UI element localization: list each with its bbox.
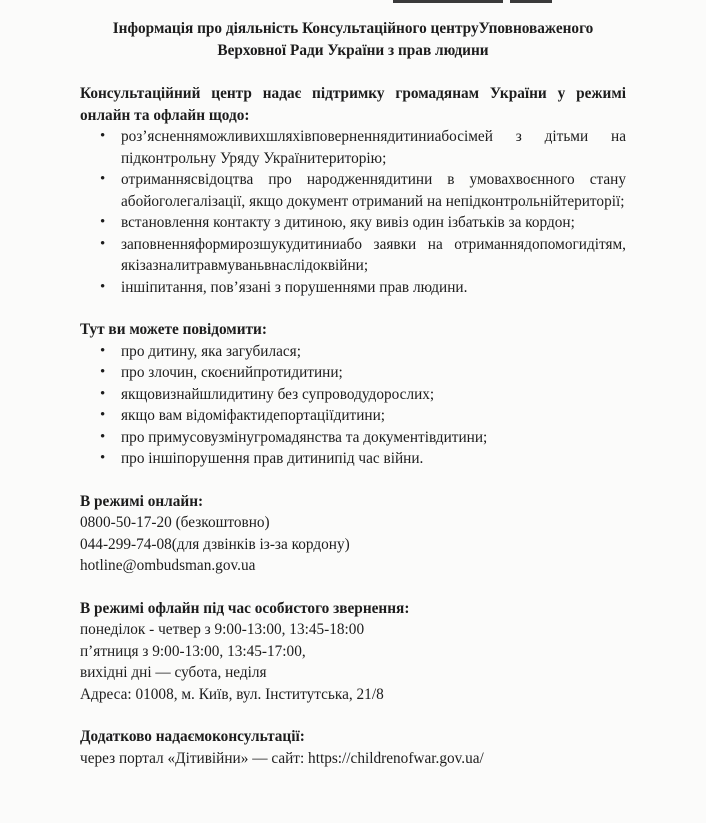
portal-info: через портал «Дітивійни» — сайт: https://childrenofwar.gov.ua/ xyxy=(80,749,484,767)
offline-section-title: В режимі офлайн під час особистого звернення: xyxy=(80,599,410,617)
title-line-2: Верховної Ради України з прав людини xyxy=(217,42,489,59)
list-item: • іншіпитання, пов’язані з порушеннями прав людини. xyxy=(121,277,626,299)
weekend-days: вихідні дні — субота, неділя xyxy=(80,664,267,681)
list-item: • роз’ясненняможливихшляхівповерненнядитиниабосімей з дітьми на підконтрольну Уряду Українитериторію; xyxy=(121,126,626,169)
document-page xyxy=(80,18,626,769)
list-item: • встановлення контакту з дитиною, яку вивіз один ізбатьків за кордон; xyxy=(121,212,626,234)
abroad-phone-number: 044-299-74-08(для дзвінків із-за кордону) xyxy=(80,535,350,553)
list-item: • про злочин, скоєнийпротидитини; xyxy=(121,362,626,384)
friday-hours: п’ятниця з 9:00-13:00, 13:45-17:00, xyxy=(80,642,306,660)
list-item: • якщо вам відоміфактидепортаціїдитини; xyxy=(121,405,626,427)
free-phone-number: 0800-50-17-20 (безкоштовно) xyxy=(80,514,270,531)
document-title xyxy=(80,18,626,62)
scan-edge-mark xyxy=(510,0,552,3)
title-line-1: Інформація про діяльність Консультаційного центруУповноваженого xyxy=(112,20,594,37)
weekday-hours: понеділок - четвер з 9:00-13:00, 13:45-18:00 xyxy=(80,621,365,638)
list-item: • про іншіпорушення прав дитинипід час війни. xyxy=(121,448,626,470)
list-item: • якщовизнайшлидитину без супроводудорослих; xyxy=(121,384,626,406)
additional-section-title: Додатково надаємоконсультації: xyxy=(80,728,305,745)
support-list xyxy=(80,126,626,298)
report-section-title: Тут ви можете повідомити: xyxy=(80,321,267,338)
list-item: • заповненняформирозшукудитиниабо заявки на отриманнядопомогидітям, якізазналитравмуваньвнаслідоквійни; xyxy=(121,234,626,277)
report-list xyxy=(80,341,626,470)
scan-edge-mark xyxy=(393,0,503,3)
office-address: Адреса: 01008, м. Київ, вул. Інститутська, 21/8 xyxy=(80,685,384,703)
list-item: • отриманнясвідоцтва про народженнядитини в умовахвоєнного стану абойоголегалізації, якщо документ отриманий на непідконтрольнійтериторії; xyxy=(121,169,626,212)
list-item: • про примусовузмінугромадянства та документівдитини; xyxy=(121,427,626,449)
list-item: • про дитину, яка загубилася; xyxy=(121,341,626,363)
online-section-title: В режимі онлайн: xyxy=(80,492,204,510)
hotline-email: hotline@ombudsman.gov.ua xyxy=(80,557,256,574)
intro-paragraph: Консультаційний центр надає підтримку громадянам України у режимі онлайн та офлайн щодо: xyxy=(80,85,626,124)
